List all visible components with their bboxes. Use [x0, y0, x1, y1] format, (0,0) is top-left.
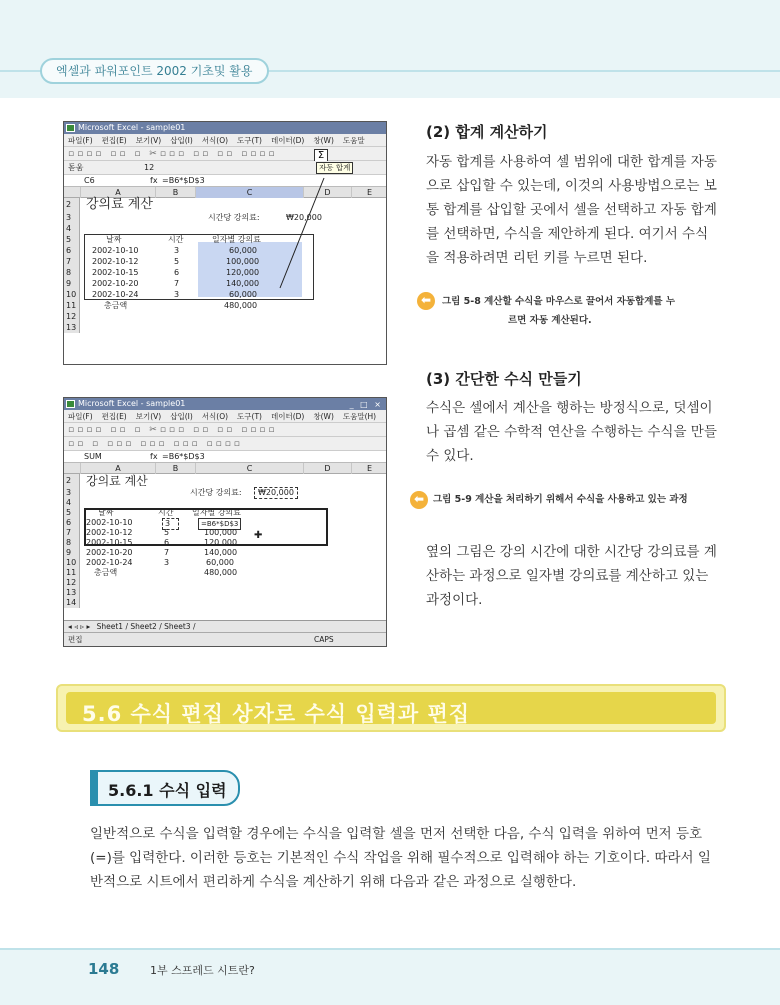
excel-window-fig2 [63, 397, 387, 647]
fx-icon: fx [150, 452, 158, 461]
text-line: 반적으로 시트에서 편리하게 수식을 계산하기 위해 다음과 같은 과정으로 실행한다. [90, 874, 577, 890]
heading-simple-formula: (3) 간단한 수식 만들기 [426, 370, 582, 388]
excel-titlebar [64, 122, 386, 134]
menu-edit[interactable]: 편집(E) [101, 136, 127, 145]
date-cell[interactable]: 2002-10-10 [86, 518, 133, 527]
caption-line: 르면 자동 계산된다. [508, 315, 592, 326]
section-title: 5.6 수식 편집 상자로 수식 입력과 편집 [82, 702, 471, 726]
footer-divider [0, 948, 780, 950]
rate-value-cell[interactable]: ₩20,000 [254, 487, 298, 499]
row-number: 5 [64, 508, 80, 518]
column-headers [64, 463, 386, 474]
hours-cell[interactable]: 3 [174, 290, 180, 299]
row-number: 11 [64, 300, 80, 311]
fee-cell[interactable]: 140,000 [226, 279, 260, 288]
date-cell[interactable]: 2002-10-15 [92, 268, 139, 277]
figure-caption-5-8 [442, 292, 742, 330]
part-name: 1부 스프레드 시트란? [150, 964, 255, 977]
row-number: 3 [64, 212, 80, 223]
fx-icon: fx [150, 176, 158, 185]
status-mode: 편집 [68, 635, 83, 644]
excel-window-title: Microsoft Excel - sample01 [78, 123, 186, 132]
text-line: 통 합계를 삽입할 곳에서 셀을 선택하고 자동 합계 [426, 202, 717, 218]
excel-titlebar [64, 398, 386, 410]
rate-label-cell[interactable]: 시간당 강의료: [190, 488, 242, 497]
status-bar [64, 632, 387, 646]
date-cell[interactable]: 2002-10-12 [92, 257, 139, 266]
date-cell[interactable]: 2002-10-20 [86, 548, 133, 557]
name-box[interactable]: SUM [84, 452, 102, 461]
hours-cell[interactable]: 3 [162, 518, 179, 530]
sheet-title-cell[interactable]: 강의료 계산 [86, 474, 148, 488]
row-number: 6 [64, 245, 80, 256]
col-header-d[interactable]: D [304, 187, 352, 198]
menu-view[interactable]: 보기(V) [135, 136, 162, 145]
hours-cell[interactable]: 3 [164, 558, 170, 567]
paragraph-autosum [426, 150, 736, 270]
menu-data[interactable]: 데이터(D) [270, 412, 305, 421]
formula-input[interactable]: =B6*$D$3 [162, 176, 205, 185]
total-value-cell[interactable]: 480,000 [204, 568, 238, 577]
row-number: 14 [64, 598, 80, 608]
text-line: 나 곱셈 같은 수학적 연산을 수행하는 수식을 만들 [426, 424, 717, 440]
excel-menubar [64, 410, 386, 423]
col-header-a[interactable]: A [81, 463, 156, 474]
row-number: 9 [64, 278, 80, 289]
sheet-grid [64, 198, 386, 365]
fee-editing-cell[interactable]: =B6*$D$3 [198, 518, 241, 530]
row-number: 8 [64, 538, 80, 548]
caption-line: 그림 5-8 계산할 수식을 마우스로 끌어서 자동합계를 누 [442, 296, 676, 307]
row-number: 2 [64, 474, 80, 488]
row-number: 7 [64, 256, 80, 267]
date-cell[interactable]: 2002-10-20 [92, 279, 139, 288]
fee-cell[interactable]: 140,000 [204, 548, 238, 557]
status-caps: CAPS [314, 635, 334, 644]
row-number: 4 [64, 223, 80, 234]
standard-toolbar: ▫▫▫▫ ▫▫ ▫ ✂▫▫▫ ▫▫ ▫▫ ▫▫▫▫ [64, 423, 386, 437]
paragraph-simple-formula [426, 396, 736, 468]
text-line: 수 있다. [426, 448, 474, 464]
row-number: 6 [64, 518, 80, 528]
hours-cell[interactable]: 3 [174, 246, 180, 255]
name-box[interactable]: C6 [84, 176, 95, 185]
menu-data[interactable]: 데이터(D) [270, 136, 305, 145]
col-header-e[interactable]: E [352, 187, 387, 198]
excel-app-icon [66, 124, 75, 132]
header-date-cell[interactable]: 날짜 [106, 235, 122, 244]
header-fee-cell[interactable]: 일자별 강의료 [212, 235, 261, 244]
menu-file[interactable]: 파일(F) [68, 412, 93, 421]
excel-window-fig1 [63, 121, 387, 365]
page-number: 148 [88, 960, 120, 978]
excel-window-title: Microsoft Excel - sample01 [78, 399, 186, 408]
date-cell[interactable]: 2002-10-15 [86, 538, 133, 547]
text-line: 를 선택하면, 수식을 제안하게 된다. 여기서 수식 [426, 226, 709, 242]
row-number: 11 [64, 568, 80, 578]
text-line: 일반적으로 수식을 입력할 경우에는 수식을 입력할 셀을 먼저 선택한 다음, 수식 입력을 위하여 먼저 등호 [90, 826, 703, 842]
text-line: (=)를 입력한다. 이러한 등호는 기본적인 수식 작업을 위해 필수적으로 입력해야 하는 기호이다. 따라서 일 [90, 850, 711, 866]
text-line: 수식은 셀에서 계산을 행하는 방정식으로, 덧셈이 [426, 400, 713, 416]
format-toolbar: ▫▫ ▫ ▫▫▫ ▫▫▫ ▫▫▫ ▫▫▫▫ [64, 437, 386, 451]
col-header-c[interactable]: C [196, 187, 304, 198]
subsection-title: 5.6.1 수식 입력 [108, 781, 227, 800]
row-number: 10 [64, 289, 80, 300]
menu-format[interactable]: 서식(O) [201, 412, 229, 421]
standard-toolbar: ▫▫▫▫ ▫▫ ▫ ✂▫▫▫ ▫▫ ▫▫ ▫▫▫▫ Σ [64, 147, 386, 161]
body-paragraph [90, 822, 730, 894]
text-line: 옆의 그림은 강의 시간에 대한 시간당 강의료를 계 [426, 544, 717, 560]
row-number: 2 [64, 198, 80, 212]
font-size-select[interactable]: 12 [144, 163, 155, 172]
section-banner [56, 684, 726, 732]
subsection-box [90, 770, 240, 806]
total-value-cell[interactable]: 480,000 [224, 301, 258, 310]
autosum-button[interactable]: Σ [314, 149, 328, 161]
paragraph-figure-desc [426, 540, 736, 612]
menu-view[interactable]: 보기(V) [135, 412, 162, 421]
caption-arrow-icon: ⬅ [410, 491, 428, 509]
sheet-tab-list[interactable]: Sheet1 / Sheet2 / Sheet3 / [96, 622, 196, 631]
fee-cell[interactable]: 60,000 [229, 290, 257, 299]
header-date-cell[interactable]: 날짜 [98, 508, 114, 517]
col-header-c[interactable]: C [196, 463, 304, 474]
book-title: 엑셀과 파워포인트 2002 기초및 활용 [40, 58, 269, 84]
row-number: 10 [64, 558, 80, 568]
row-number: 5 [64, 234, 80, 245]
window-controls[interactable]: _ □ × [349, 400, 383, 409]
menu-help[interactable]: 도움말(H) [342, 412, 377, 421]
menu-edit[interactable]: 편집(E) [101, 412, 127, 421]
date-cell[interactable]: 2002-10-24 [86, 558, 133, 567]
header-hours-cell[interactable]: 시간 [158, 508, 174, 517]
row-number: 9 [64, 548, 80, 558]
hours-cell[interactable]: 7 [174, 279, 180, 288]
text-line: 으로 삽입할 수 있는데, 이것의 사용방법으로는 보 [426, 178, 717, 194]
pointer-line [64, 138, 387, 318]
heading-autosum: (2) 합계 계산하기 [426, 123, 548, 141]
col-header-b[interactable]: B [156, 463, 196, 474]
autosum-tooltip: 자동 합계 [316, 162, 353, 174]
col-header-d[interactable]: D [304, 463, 352, 474]
date-cell[interactable]: 2002-10-12 [86, 528, 133, 537]
hours-cell[interactable]: 6 [164, 538, 170, 547]
sheet-nav-icon[interactable]: ◂ ◃ ▹ ▸ [68, 622, 91, 631]
date-cell[interactable]: 2002-10-10 [92, 246, 139, 255]
subsection-accent-bar [90, 770, 98, 806]
hours-cell[interactable]: 5 [164, 528, 170, 537]
fee-cell[interactable]: 120,000 [226, 268, 260, 277]
hours-cell[interactable]: 5 [174, 257, 180, 266]
fee-cell[interactable]: 100,000 [204, 528, 238, 537]
section-banner-fill [66, 692, 716, 724]
menu-help[interactable]: 도움말 [342, 136, 365, 145]
hours-cell[interactable]: 6 [174, 268, 180, 277]
header-hours-cell[interactable]: 시간 [168, 235, 184, 244]
row-number: 13 [64, 588, 80, 598]
col-header-b[interactable]: B [156, 187, 196, 198]
row-number: 8 [64, 267, 80, 278]
row-number: 12 [64, 578, 80, 588]
row-number: 12 [64, 311, 80, 322]
formula-input[interactable]: =B6*$D$3 [162, 452, 205, 461]
rate-label-cell[interactable]: 시간당 강의료: [208, 213, 260, 222]
sheet-grid [64, 474, 386, 622]
menu-format[interactable]: 서식(O) [201, 136, 229, 145]
menu-insert[interactable]: 삽입(I) [170, 136, 193, 145]
menu-tools[interactable]: 도구(T) [237, 136, 262, 145]
menu-insert[interactable]: 삽입(I) [170, 412, 193, 421]
sheet-tabs [64, 620, 387, 632]
menu-tools[interactable]: 도구(T) [237, 412, 262, 421]
text-line: 을 적용하려면 리턴 키를 누르면 된다. [426, 250, 648, 266]
total-label-cell[interactable]: 총금액 [104, 301, 128, 310]
figure-caption-5-9: 그림 5-9 계산을 처리하기 위해서 수식을 사용하고 있는 과정 [433, 494, 688, 505]
text-line: 자동 합계를 사용하여 셀 범위에 대한 합계를 자동 [426, 154, 717, 170]
caption-arrow-icon: ⬅ [417, 292, 435, 310]
menu-window[interactable]: 창(W) [313, 136, 334, 145]
excel-app-icon [66, 400, 75, 408]
text-line: 산하는 과정으로 일자별 강의료를 계산하고 있는 [426, 568, 709, 584]
col-header-e[interactable]: E [352, 463, 387, 474]
row-number: 7 [64, 528, 80, 538]
fee-cell[interactable]: 60,000 [229, 246, 257, 255]
fee-cell[interactable]: 60,000 [206, 558, 234, 567]
fee-cell[interactable]: 100,000 [226, 257, 260, 266]
formula-bar [64, 451, 386, 463]
menu-window[interactable]: 창(W) [313, 412, 334, 421]
total-label-cell[interactable]: 총금액 [94, 568, 118, 577]
row-number: 4 [64, 498, 80, 508]
sheet-title-cell[interactable]: 강의료 계산 [86, 197, 153, 212]
fee-cell[interactable]: 120,000 [204, 538, 238, 547]
rate-value-cell[interactable]: ₩20,000 [286, 213, 322, 222]
row-number: 13 [64, 322, 80, 333]
menu-file[interactable]: 파일(F) [68, 136, 93, 145]
cell-cursor-icon: ✚ [254, 530, 263, 541]
text-line: 과정이다. [426, 592, 483, 608]
row-number: 3 [64, 488, 80, 498]
font-name-select[interactable]: 돋움 [68, 163, 84, 172]
date-cell[interactable]: 2002-10-24 [92, 290, 139, 299]
col-header-a[interactable]: A [81, 187, 156, 198]
header-fee-cell[interactable]: 일자별 강의료 [192, 508, 241, 517]
hours-cell[interactable]: 7 [164, 548, 170, 557]
